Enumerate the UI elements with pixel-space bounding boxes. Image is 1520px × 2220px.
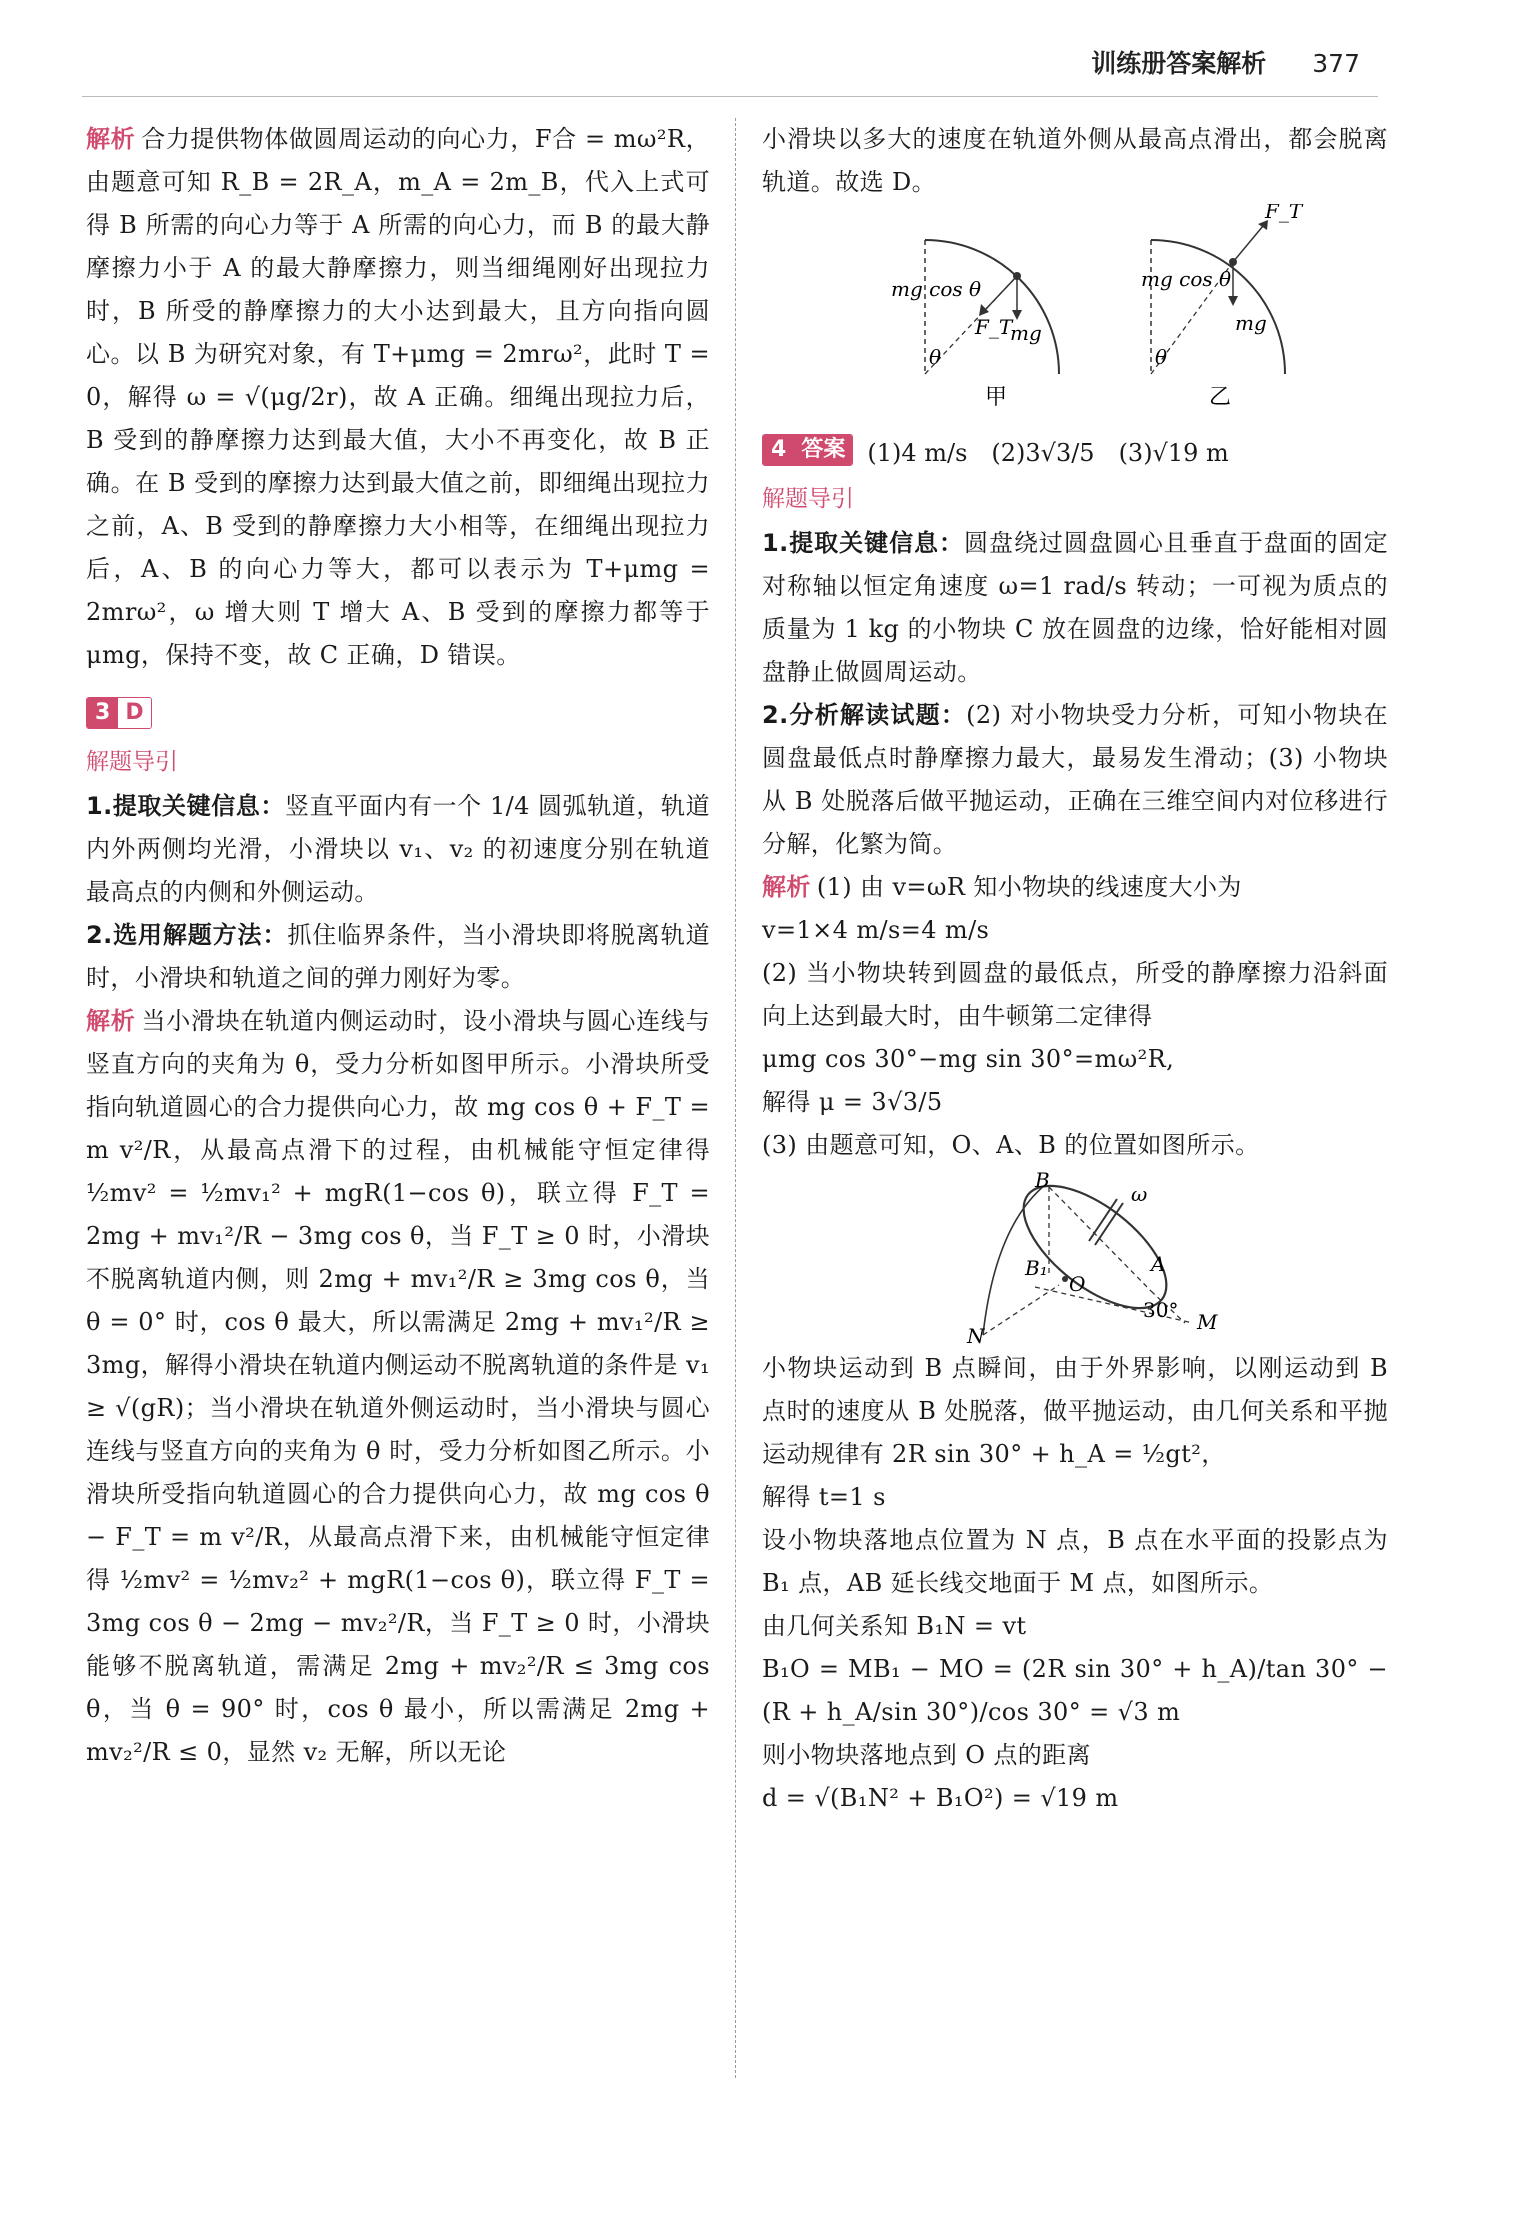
q4-analysis-label: 解析 — [762, 873, 811, 901]
q3-answer-tag — [86, 697, 152, 729]
yi-mgcos-label: mg cos θ — [1141, 267, 1232, 291]
q4-analysis-line-8: 解得 t=1 s — [762, 1483, 886, 1511]
disc-o-label: O — [1069, 1272, 1086, 1296]
disc-b1-label: B₁ — [1025, 1256, 1048, 1280]
caption-jia: 甲 — [985, 385, 1008, 410]
step2: 2.选用解题方法：抓住临界条件，当小滑块即将脱离轨道时，小滑块和轨道之间的弹力刚好为零。 — [86, 921, 710, 992]
section-title: 训练册答案解析 — [1091, 49, 1267, 78]
page-number: 377 — [1312, 49, 1360, 78]
q4-analysis-line-2: v=1×4 m/s=4 m/s — [762, 916, 990, 944]
jia-ft-label: F_T — [975, 315, 1013, 339]
disc-angle-label: 30° — [1143, 1298, 1179, 1322]
q4-step1-label: 1.提取关键信息： — [762, 529, 965, 557]
step1-label: 1.提取关键信息： — [86, 792, 285, 820]
q4-analysis-line-9: 设小物块落地点位置为 N 点，B 点在水平面的投影点为 B₁ 点，AB 延长线交地面于 M 点，如图所示。 — [762, 1526, 1388, 1597]
q4-analysis-line-11: B₁O = MB₁ − MO = (2R sin 30° + h_A)/tan 30° − (R + h_A/sin 30°)/cos 30° = √3 m — [762, 1655, 1388, 1726]
q4-answer-row — [762, 428, 1388, 472]
analysis-paragraph-2: 解析 当小滑块在轨道内侧运动时，设小滑块与圆心连线与竖直方向的夹角为 θ，受力分析如图甲所示。小滑块所受指向轨道圆心的合力提供向心力，故 mg cos θ + F_T = m v²/R，从最高点滑下的过程，由机械能守恒定律得 ½mv² = ½mv₁² + mgR(1−cos θ)，联立得 F_T = 2mg + mv₁²/R − 3mg cos θ，当 F_T ≥ 0 时，小滑块不脱离轨道内侧，则 2mg + mv₁²/R ≥ 3mg cos θ，当 θ = 0° 时，cos θ 最大，所以需满足 2mg + mv₁²/R ≥ 3mg，解得小滑块在轨道内侧运动不脱离轨道的条件是 v₁ ≥ √(gR)；当小滑块在轨道外侧运动时，当小滑块与圆心连线与竖直方向的夹角为 θ 时，受力分析如图乙所示。小滑块所受指向轨道圆心的合力提供向心力，故 mg cos θ − F_T = m v²/R，从最高点滑下来，由机械能守恒定律得 ½mv² = ½mv₂² + mgR(1−cos θ)，联立得 F_T = 3mg cos θ − 2mg − mv₂²/R，当 F_T ≥ 0 时，小滑块能够不脱离轨道，需满足 2mg + mv₂²/R ≤ 3mg cos θ，当 θ = 90° 时，cos θ 最小，所以需满足 2mg + mv₂²/R ≤ 0，显然 v₂ 无解，所以无论 — [86, 1007, 710, 1766]
q4-answer-text: (1)4 m/s (2)3√3/5 (3)√19 m — [867, 438, 1229, 467]
disc-b-label: B — [1035, 1168, 1050, 1192]
q4-analysis-line-4: μmg cos 30°−mg sin 30°=mω²R, — [762, 1045, 1175, 1073]
q4-step1: 1.提取关键信息：圆盘绕过圆盘圆心且垂直于盘面的固定对称轴以恒定角速度 ω=1 rad/s 转动；一可视为质点的质量为 1 kg 的小物块 C 放在圆盘的边缘，恰好能相对圆盘静止做圆周运动。 — [762, 529, 1388, 686]
q4-step2: 2.分析解读试题：(2) 对小物块受力分析，可知小物块在圆盘最低点时静摩擦力最大，最易发生滑动；(3) 小物块从 B 处脱落后做平抛运动，正确在三维空间内对位移进行分解，化繁为简。 — [762, 701, 1388, 858]
left-column — [86, 118, 710, 1774]
jia-mg-label: mg — [1010, 321, 1042, 345]
caption-yi: 乙 — [1209, 385, 1232, 410]
q3-answer-row — [86, 691, 710, 735]
q4-step2-label: 2.分析解读试题： — [762, 701, 967, 729]
right-column — [762, 118, 1388, 1820]
disc-omega-label: ω — [1131, 1182, 1148, 1206]
header-rule — [82, 96, 1378, 97]
analysis-label: 解析 — [86, 125, 136, 153]
column-divider — [735, 118, 736, 2078]
step2-label: 2.选用解题方法： — [86, 921, 288, 949]
guide-title: 解题导引 — [86, 749, 178, 775]
q4-analysis-line-7: 小物块运动到 B 点瞬间，由于外界影响，以刚运动到 B 点时的速度从 B 处脱落，做平抛运动，由几何关系和平抛运动规律有 2R sin 30° + h_A = ½gt²， — [762, 1354, 1388, 1468]
force-diagrams — [795, 204, 1355, 414]
continuation-text: 小滑块以多大的速度在轨道外侧从最高点滑出，都会脱离轨道。故选 D。 — [762, 125, 1388, 196]
yi-mg-label: mg — [1235, 311, 1267, 335]
guide-title-4: 解题导引 — [762, 486, 854, 512]
disc-n-label: N — [967, 1324, 985, 1347]
disc-m-label: M — [1197, 1310, 1218, 1334]
q4-analysis-line-13: d = √(B₁N² + B₁O²) = √19 m — [762, 1784, 1119, 1812]
disc-diagram — [925, 1167, 1225, 1347]
yi-ft-label: F_T — [1265, 204, 1303, 223]
step1: 1.提取关键信息：竖直平面内有一个 1/4 圆弧轨道，轨道内外两侧均光滑，小滑块以 v₁、v₂ 的初速度分别在轨道最高点的内侧和外侧运动。 — [86, 792, 710, 906]
q4-number: 4 — [763, 435, 794, 465]
q4-analysis-line-1: 解析 (1) 由 v=ωR 知小物块的线速度大小为 — [762, 873, 1242, 901]
q4-analysis-line-5: 解得 μ = 3√3/5 — [762, 1088, 943, 1116]
figure-yi — [1141, 204, 1304, 410]
q4-analysis-line-10: 由几何关系知 B₁N = vt — [762, 1612, 1027, 1640]
analysis-paragraph-1: 解析 合力提供物体做圆周运动的向心力，F合 = mω²R，由题意可知 R_B = 2R_A，m_A = 2m_B，代入上式可得 B 所需的向心力等于 A 所需的向心力，而 B 的最大静摩擦力小于 A 的最大静摩擦力，则当细绳刚好出现拉力时，B 所受的静摩擦力的大小达到最大，且方向指向圆心。以 B 为研究对象，有 T+μmg = 2mrω²，此时 T = 0，解得 ω = √(μg/2r)，故 A 正确。细绳出现拉力后，B 受到的静摩擦力达到最大值，大小不再变化，故 B 正确。在 B 受到的摩擦力达到最大值之前，即细绳出现拉力之前，A、B 受到的静摩擦力大小相等，在细绳出现拉力后，A、B 的向心力等大，都可以表示为 T+μmg = 2mrω²，ω 增大则 T 增大 A、B 受到的摩擦力都等于 μmg，保持不变，故 C 正确，D 错误。 — [86, 125, 710, 669]
figure-jia — [891, 240, 1059, 410]
q4-analysis-line-12: 则小物块落地点到 O 点的距离 — [762, 1741, 1091, 1769]
q3-number: 3 — [87, 698, 118, 728]
jia-theta-label: θ — [929, 345, 942, 369]
jia-mgcos-label: mg cos θ — [891, 277, 982, 301]
q3-answer: D — [118, 698, 150, 728]
page-header — [1091, 44, 1360, 80]
q4-answer-label: 答案 — [794, 435, 852, 465]
yi-theta-label: θ — [1155, 345, 1168, 369]
analysis-label-2: 解析 — [86, 1007, 136, 1035]
disc-a-label: A — [1151, 1252, 1166, 1276]
q4-analysis-line-3: (2) 当小物块转到圆盘的最低点，所受的静摩擦力沿斜面向上达到最大时，由牛顿第二定律得 — [762, 959, 1388, 1030]
q4-analysis-line-6: (3) 由题意可知，O、A、B 的位置如图所示。 — [762, 1131, 1260, 1159]
q4-answer-tag — [762, 434, 853, 466]
